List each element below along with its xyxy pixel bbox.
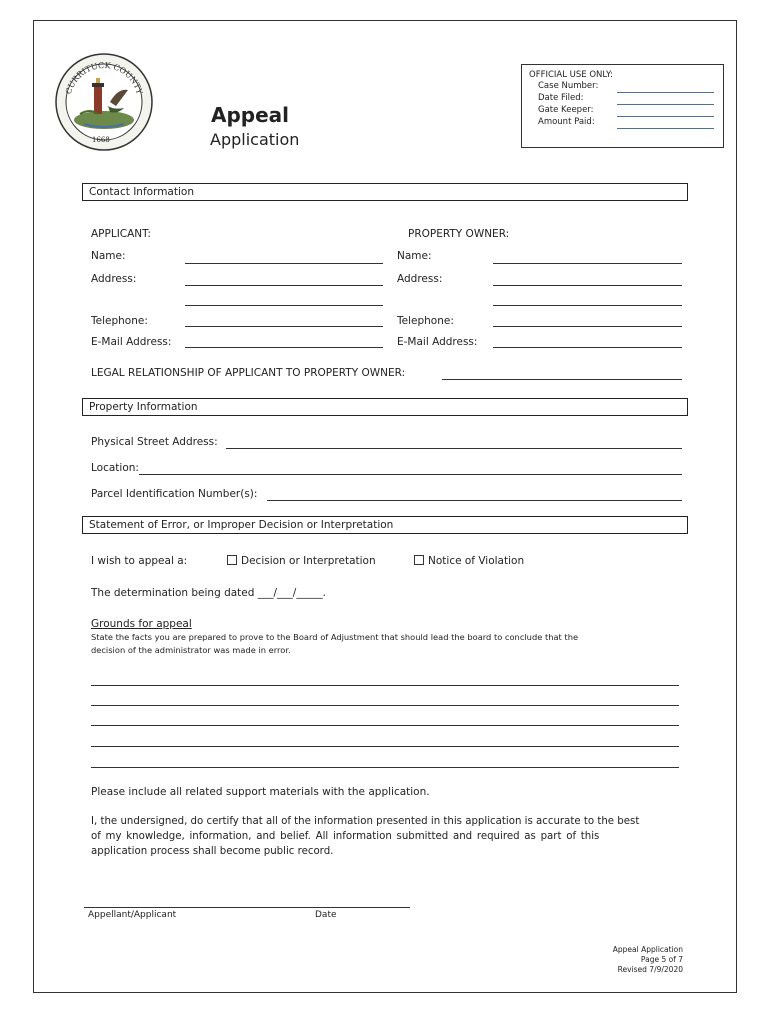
violation-option-label: Notice of Violation	[428, 555, 525, 567]
street-address-label: Physical Street Address:	[91, 436, 218, 448]
owner-address-field[interactable]	[493, 285, 682, 286]
case-number-label: Case Number:	[538, 81, 599, 91]
official-use-heading: OFFICIAL USE ONLY:	[529, 70, 613, 80]
page-subtitle: Application	[210, 130, 300, 149]
support-materials-note: Please include all related support materials with the application.	[91, 786, 430, 798]
signature-line[interactable]	[84, 907, 410, 908]
grounds-line-4[interactable]	[91, 746, 679, 747]
footer	[613, 945, 683, 975]
owner-email-field[interactable]	[493, 347, 682, 348]
grounds-instructions-2: decision of the administrator was made in error.	[91, 645, 291, 655]
owner-telephone-field[interactable]	[493, 326, 682, 327]
decision-checkbox[interactable]	[227, 555, 237, 565]
amount-paid-line[interactable]	[617, 128, 714, 129]
contact-section-header	[82, 183, 688, 201]
case-number-line[interactable]	[617, 92, 714, 93]
seal-year: 1668	[92, 136, 110, 144]
owner-name-label: Name:	[397, 250, 432, 262]
applicant-telephone-label: Telephone:	[91, 315, 148, 327]
date-filed-label: Date Filed:	[538, 93, 584, 103]
violation-checkbox[interactable]	[414, 555, 424, 565]
page-title: Appeal	[211, 103, 290, 127]
applicant-label: APPLICANT:	[91, 228, 151, 240]
location-field[interactable]	[139, 474, 682, 475]
determination-date[interactable]: The determination being dated ___/___/_____.	[91, 587, 326, 599]
applicant-address-field-2[interactable]	[185, 305, 383, 306]
decision-option[interactable]	[227, 555, 376, 567]
property-section-header	[82, 398, 688, 416]
footer-page: Page 5 of 7	[640, 955, 683, 964]
parcel-id-field[interactable]	[267, 500, 682, 501]
statement-section-header	[82, 516, 688, 534]
grounds-line-2[interactable]	[91, 705, 679, 706]
date-filed-line[interactable]	[617, 104, 714, 105]
location-label: Location:	[91, 462, 139, 474]
owner-address-field-2[interactable]	[493, 305, 682, 306]
street-address-field[interactable]	[226, 448, 682, 449]
owner-telephone-label: Telephone:	[397, 315, 454, 327]
applicant-name-label: Name:	[91, 250, 126, 262]
appeal-type-label: I wish to appeal a:	[91, 555, 188, 567]
county-seal	[54, 52, 154, 152]
amount-paid-label: Amount Paid:	[538, 117, 595, 127]
gate-keeper-label: Gate Keeper:	[538, 105, 594, 115]
contact-section-title: Contact Information	[89, 186, 194, 198]
certification-line-1: I, the undersigned, do certify that all of the information presented in this application is accurate to the best	[91, 816, 640, 827]
grounds-title: Grounds for appeal	[91, 618, 192, 630]
owner-email-label: E-Mail Address:	[397, 336, 478, 348]
owner-label: PROPERTY OWNER:	[408, 228, 510, 240]
gate-keeper-line[interactable]	[617, 116, 714, 117]
parcel-id-label: Parcel Identification Number(s):	[91, 488, 258, 500]
date-label: Date	[315, 910, 337, 920]
footer-title: Appeal Application	[612, 945, 683, 954]
legal-relationship-label: LEGAL RELATIONSHIP OF APPLICANT TO PROPERTY OWNER:	[91, 367, 406, 379]
statement-section-title: Statement of Error, or Improper Decision or Interpretation	[89, 519, 394, 531]
official-use-box	[521, 64, 724, 148]
violation-option[interactable]	[414, 555, 524, 567]
applicant-telephone-field[interactable]	[185, 326, 383, 327]
grounds-line-3[interactable]	[91, 725, 679, 726]
certification-line-3: application process shall become public record.	[91, 846, 334, 857]
grounds-line-5[interactable]	[91, 767, 679, 768]
certification-line-2: of my knowledge, information, and belief. All information submitted and required as part of this	[91, 831, 600, 842]
applicant-email-field[interactable]	[185, 347, 383, 348]
owner-name-field[interactable]	[493, 263, 682, 264]
footer-revised: Revised 7/9/2020	[617, 965, 683, 974]
applicant-email-label: E-Mail Address:	[91, 336, 172, 348]
property-section-title: Property Information	[89, 401, 198, 413]
grounds-line-1[interactable]	[91, 685, 679, 686]
appellant-label: Appellant/Applicant	[88, 910, 177, 920]
owner-address-label: Address:	[397, 273, 443, 285]
applicant-address-field[interactable]	[185, 285, 383, 286]
decision-option-label: Decision or Interpretation	[241, 555, 376, 567]
applicant-name-field[interactable]	[185, 263, 383, 264]
seal-text: CURRITUCK COUNTY	[63, 60, 145, 96]
legal-relationship-field[interactable]	[442, 379, 682, 380]
grounds-instructions-1: State the facts you are prepared to prove to the Board of Adjustment that should lead the board to conclude that the	[91, 632, 579, 642]
applicant-address-label: Address:	[91, 273, 137, 285]
